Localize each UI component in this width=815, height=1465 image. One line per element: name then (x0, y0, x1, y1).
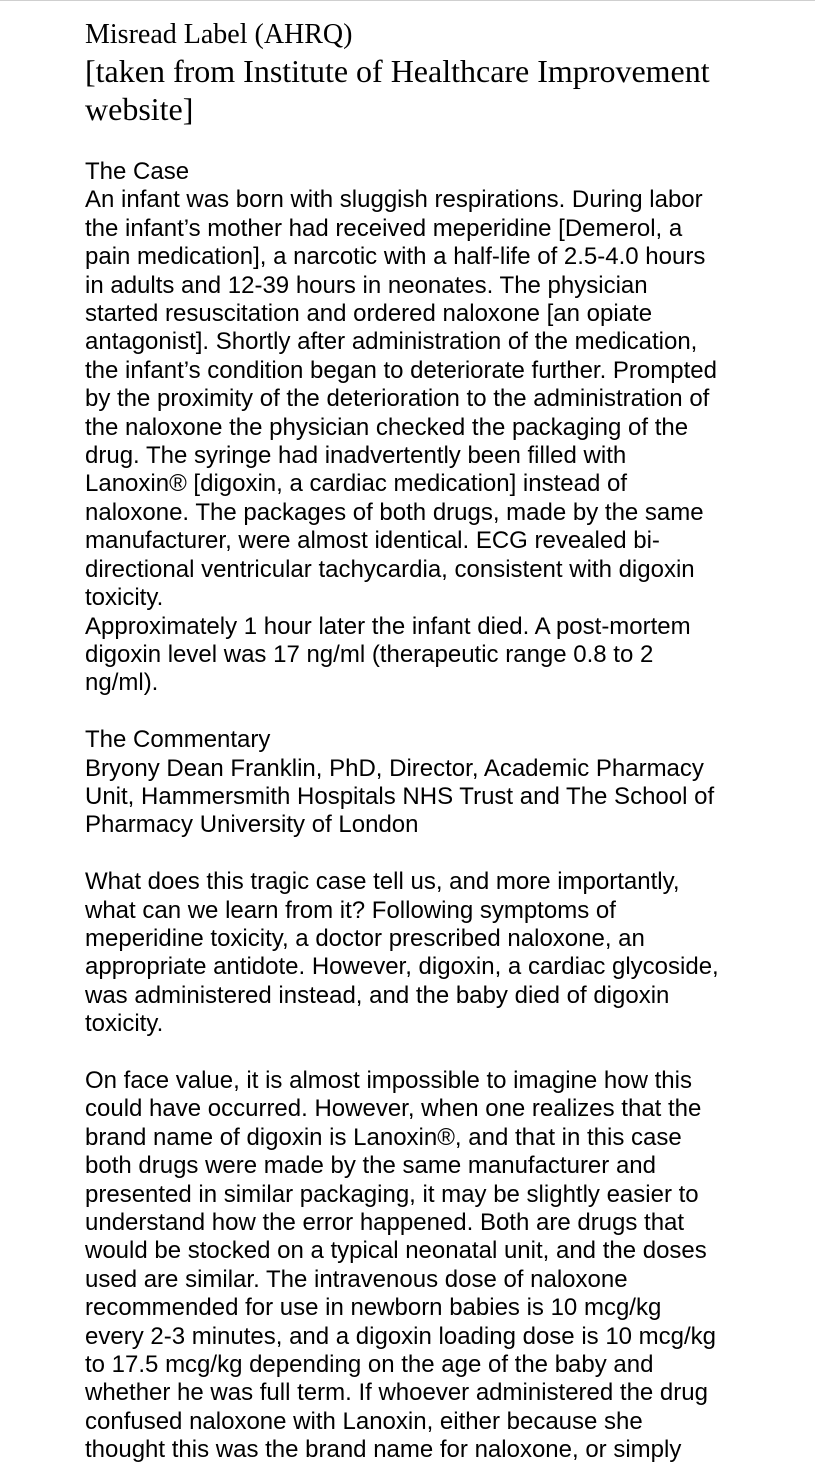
spacer (85, 128, 725, 158)
commentary-author: Bryony Dean Franklin, PhD, Director, Academic Pharmacy Unit, Hammersmith Hospitals NHS Trust and The School of Pharmacy University of London (85, 754, 715, 839)
document-title: Misread Label (AHRQ) (85, 19, 353, 50)
document-page (85, 18, 725, 1465)
spacer (85, 1039, 725, 1067)
top-divider (0, 0, 815, 1)
spacer (85, 698, 725, 726)
spacer (85, 840, 725, 868)
commentary-paragraph: On face value, it is almost impossible to imagine how this could have occurred. However, when one realizes that the brand name of digoxin is Lanoxin®, and that in this case both drugs were made by the same manufacturer and presented in similar packaging, it may be slightly easier to understand how the error happened. Both are drugs that would be stocked on a typical neonatal unit, and the doses used are similar. The intravenous dose of naloxone recommended for use in newborn babies is 10 mcg/kg every 2-3 minutes, and a digoxin loading dose is 10 mcg/kg to 17.5 mcg/kg depending on the age of the baby and whether he was full term. If whoever administered the drug confused naloxone with Lanoxin, either because she thought this was the brand name for naloxone, or simply (85, 1066, 717, 1464)
case-paragraph: An infant was born with sluggish respirations. During labor the infant’s mother had received meperidine [Demerol, a pain medication], a narcotic with a half-life of 2.5-4.0 hours in adults and 12-39 hours in neonates. The physician started resuscitation and ordered naloxone [an opiate antagonist]. Shortly after administration of the medication, the infant’s condition began to deteriorate further. Prompted by the proximity of the deterioration to the administration of the naloxone the physician checked the packaging of the drug. The syringe had inadvertently been filled with Lanoxin® [digoxin, a cardiac medication] instead of naloxone. The packages of both drugs, made by the same manufacturer, were almost identical. ECG revealed bi-directional ventricular tachycardia, consistent with digoxin toxicity. (85, 186, 717, 612)
document-source-note: [taken from Institute of Healthcare Improvement website] (85, 53, 710, 127)
commentary-heading: The Commentary (85, 726, 271, 754)
case-outcome-paragraph: Approximately 1 hour later the infant died. A post-mortem digoxin level was 17 ng/ml (therapeutic range 0.8 to 2 ng/ml). (85, 612, 691, 697)
case-heading: The Case (85, 158, 190, 185)
commentary-paragraph: What does this tragic case tell us, and more importantly, what can we learn from it? Following symptoms of meperidine toxicity, a doctor prescribed naloxone, an appropriate antidote. However, digoxin, a cardiac glycoside, was administered instead, and the baby died of digoxin toxicity. (85, 868, 719, 1038)
